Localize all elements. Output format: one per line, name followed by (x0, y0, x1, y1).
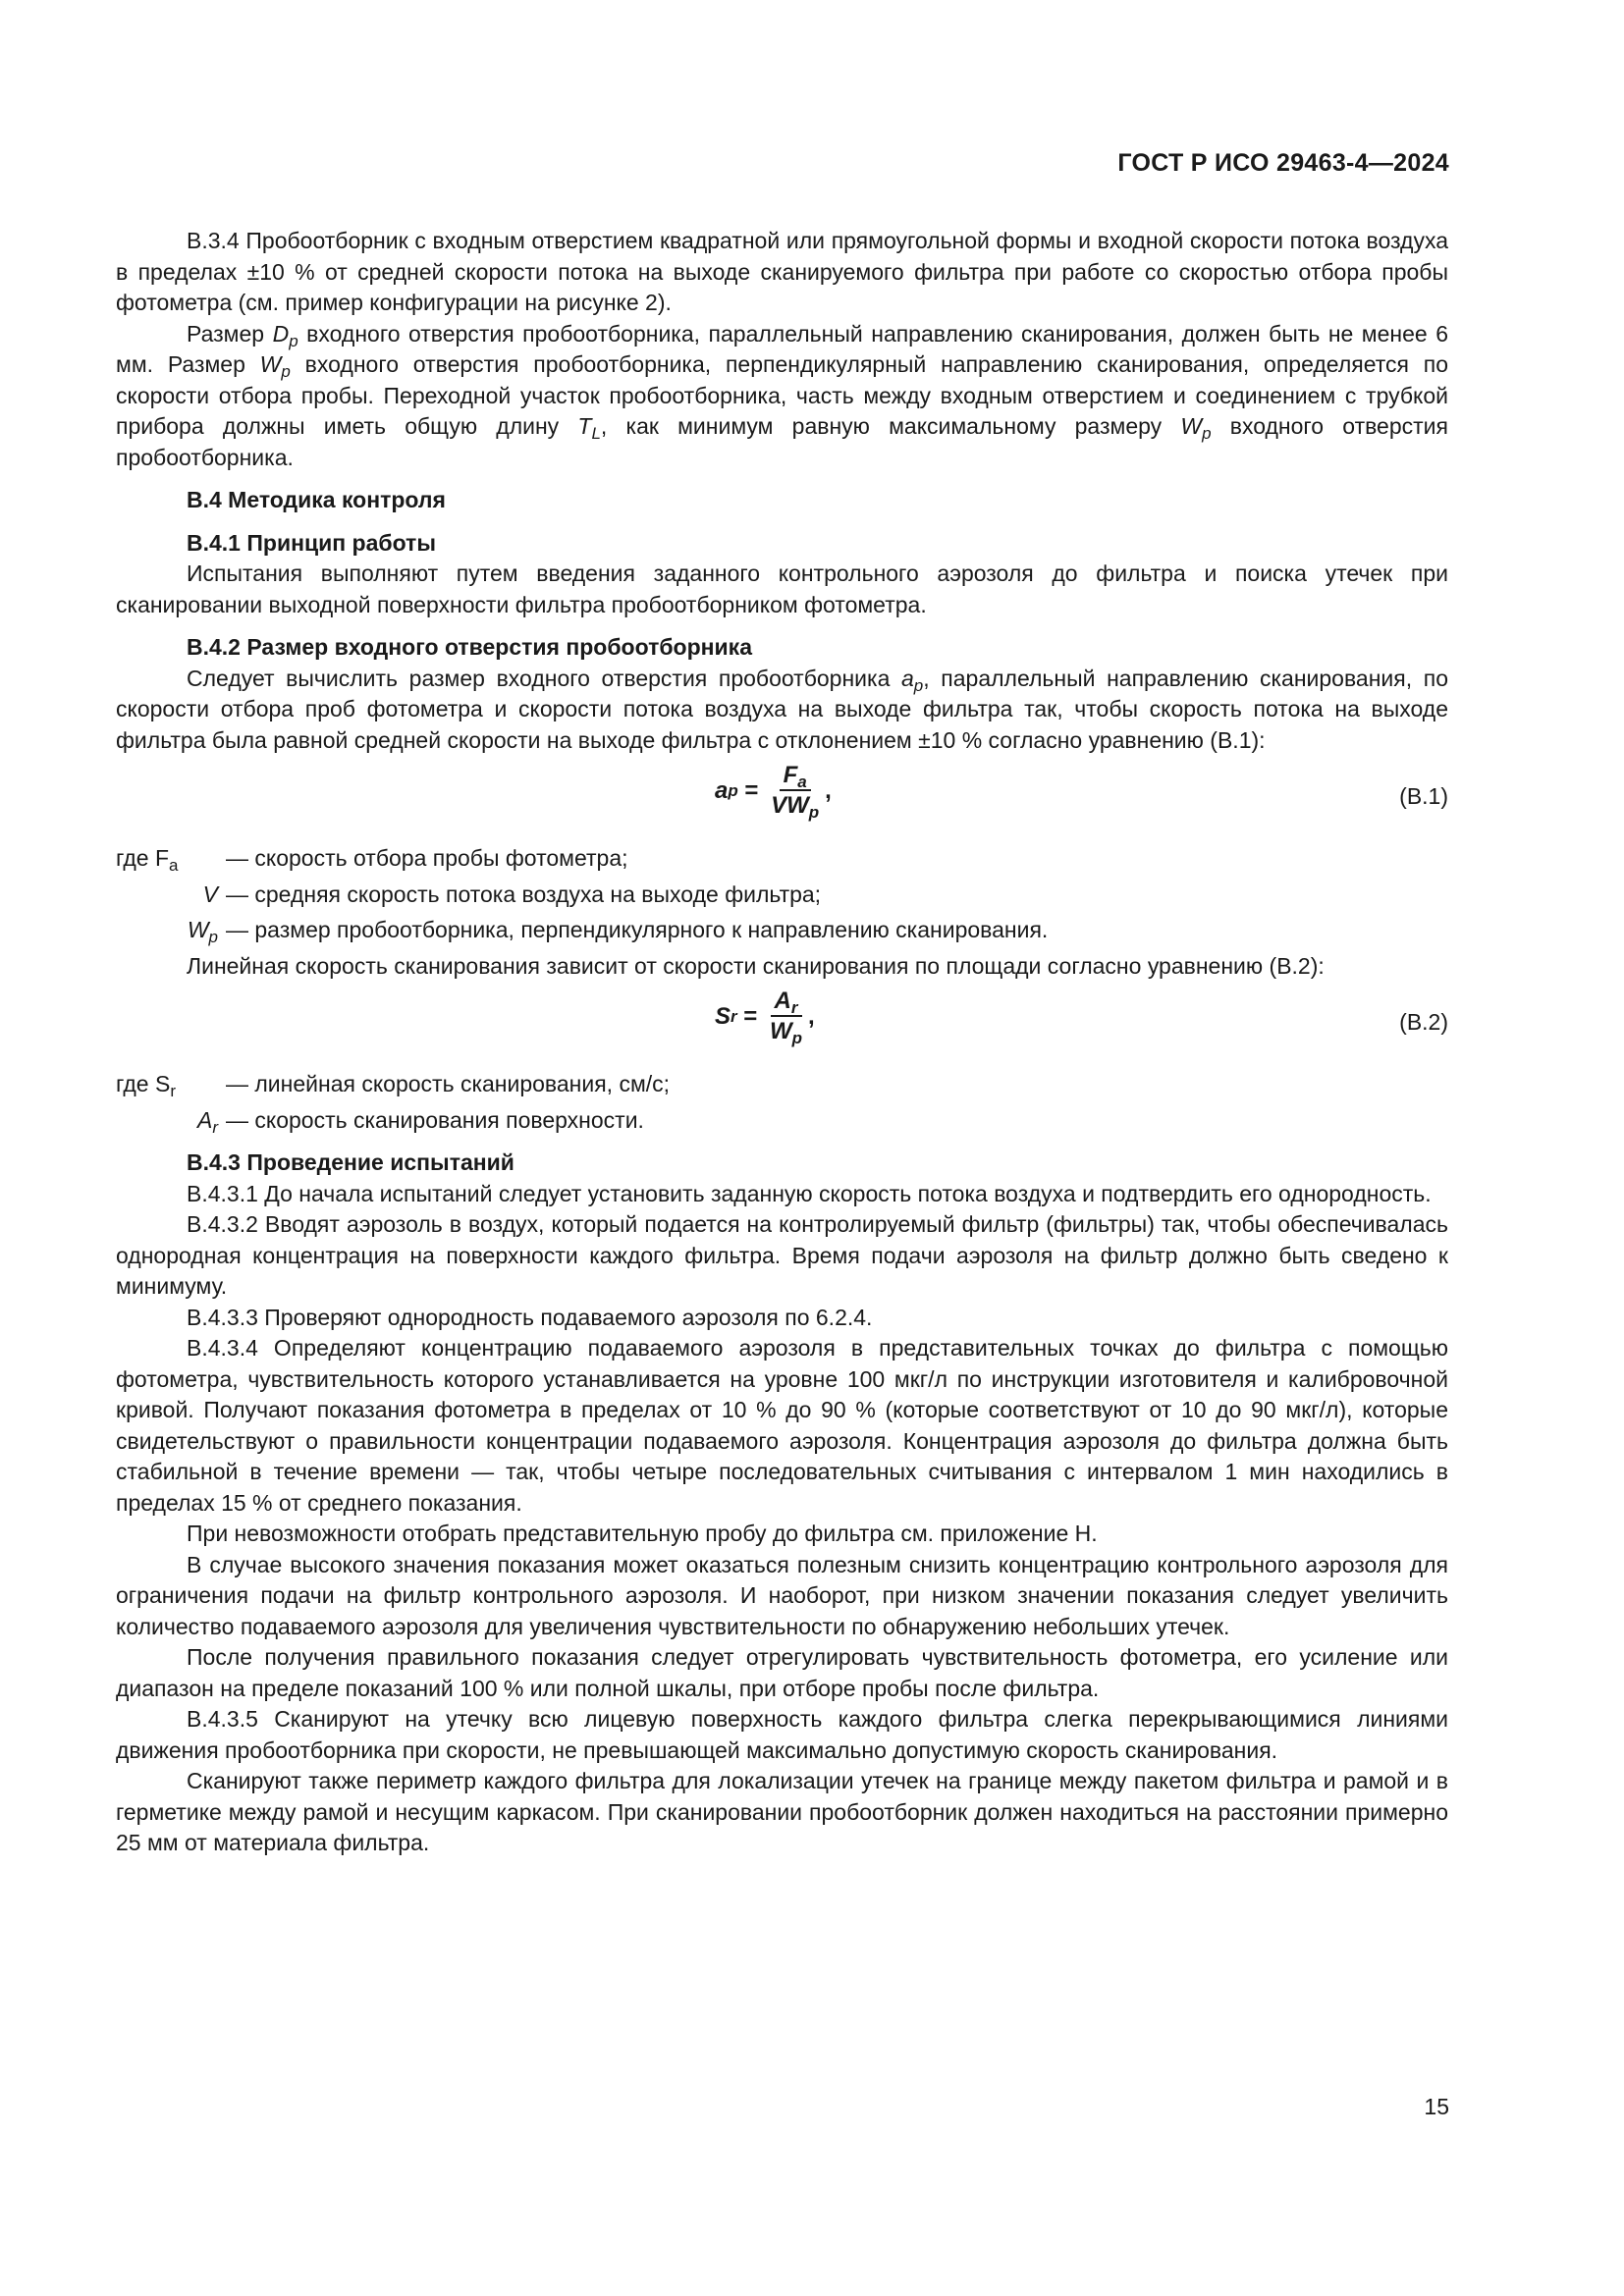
eq2-lhs: S (715, 1003, 731, 1031)
legend-row: V — средняя скорость потока воздуха на выходе фильтра; (202, 881, 822, 907)
eq2-numerator: A (774, 988, 791, 1014)
paragraph-b433: В.4.3.3 Проверяют однородность подаваемого аэрозоля по 6.2.4. (187, 1304, 873, 1330)
eq2-equals: = (736, 1003, 764, 1031)
heading-b42: В.4.2 Размер входного отверстия пробоотборника (187, 634, 752, 660)
eq1-numerator: F (783, 762, 798, 788)
paragraph-b434: В.4.3.4 Определяют концентрацию подаваемого аэрозоля в представительных точках до фильтра с помощью фотометра, чувствительность которого устанавливается на уровне 100 мкг/л по инструкции изготовителя и калибровочной кривой. Получают показания фотометра в пределах от 10 % до 90 % (которые соответствуют от 10 до 90 мкг/л), которые свидетельствуют о правильности концентрации подаваемого аэрозоля. Концентрация аэрозоля до фильтра должна быть стабильной в течение времени — так, чтобы четыре последовательных считывания с интервалом 1 мин находились в пределах 15 % от среднего показания. (116, 1335, 1448, 1516)
paragraph-b42-2: Линейная скорость сканирования зависит от скорости сканирования по площади согласно уравнению (В.2): (187, 952, 1325, 979)
paragraph-b434-high: В случае высокого значения показания может оказаться полезным снизить концентрацию контрольного аэрозоля для ограничения подачи на фильтр контрольного аэрозоля. И наоборот, при низком значении показания следует увеличить количество подаваемого аэрозоля для увеличения чувствительности по обнаружению небольших утечек. (116, 1551, 1448, 1639)
eq2-denominator: W (770, 1018, 792, 1044)
document-code-header: ГОСТ Р ИСО 29463-4—2024 (1117, 149, 1449, 177)
equation-b2: S r = $\frac{A_r}{W_p}$ , (В.2) (715, 988, 1448, 1047)
eq2-fraction: $\frac{A_r}{W_p}$ (770, 988, 803, 1047)
equation-b1: a p = $\frac{F_a}{VW_p}$ , (В.1) (715, 762, 1448, 822)
legend-row: $W_p$ — размер пробоотборника, перпендикулярного к направлению сканирования. (187, 917, 1049, 946)
eq1-fraction: $\frac{F_a}{VW_p}$ (771, 762, 820, 822)
eq1-denominator: VW (771, 792, 809, 819)
heading-b43: В.4.3 Проведение испытаний (187, 1149, 514, 1175)
paragraph-b435: В.4.3.5 Сканируют на утечку всю лицевую поверхность каждого фильтра слегка перекрывающимися линиями движения пробоотборника при скорости, не превышающей максимально допустимую скорость сканирования. (116, 1706, 1448, 1763)
legend-row: $A_r$ — скорость сканирования поверхности. (196, 1106, 644, 1137)
heading-b4: В.4 Методика контроля (187, 487, 446, 512)
eq1-equals: = (737, 777, 766, 805)
paragraph-b434-adjust: После получения правильного показания следует отрегулировать чувствительность фотометра, его усиление или диапазон на пределе показаний 100 % или полной шкалы, при отборе пробы после фильтра. (116, 1644, 1448, 1701)
paragraph-b435-perimeter: Сканируют также периметр каждого фильтра для локализации утечек на границе между пакетом фильтра и рамой и в герметике между рамой и несущим каркасом. При сканировании пробоотборник должен находиться на расстоянии примерно 25 мм от материала фильтра. (116, 1768, 1448, 1855)
paragraph-b34-1: В.3.4 Пробоотборник с входным отверстием квадратной или прямоугольной формы и входной скорости потока воздуха в пределах ±10 % от средней скорости потока на выходе сканируемого фильтра при работе со скоростью отбора пробы фотометра (см. пример конфигурации на рисунке 2). (116, 228, 1448, 315)
paragraph-b34-2: Размер $D_p$ входного отверстия пробоотборника, параллельный направлению сканирования, должен быть не менее 6 мм. Размер $W_p$ входного отверстия пробоотборника, перпендикулярный направлению сканирования, определяется по скорости отбора пробы. Переходной участок пробоотборника, часть между входным отверстием и соединением с трубкой прибора должны иметь общую длину $T_L$, как минимум равную максимальному размеру $W_p$ входного отверстия пробоотборника. (116, 320, 1448, 470)
page-number: 15 (1424, 2094, 1449, 2119)
paragraph-b42-1: Следует вычислить размер входного отверстия пробоотборника $a_p$, параллельный направлению сканирования, по скорости отбора проб фотометра и скорости потока воздуха на выходе фильтра так, чтобы скорость потока на выходе фильтра была равной средней скорости на выходе фильтра с отклонением ±10 % согласно уравнению (В.1): (116, 665, 1448, 753)
equation-number-b1: (В.1) (1399, 783, 1448, 809)
legend-row: где $S_r$ — линейная скорость сканирования, см/с; (116, 1071, 671, 1100)
equation-number-b2: (В.2) (1399, 1009, 1448, 1035)
page-content (116, 226, 1448, 1859)
paragraph-b432: В.4.3.2 Вводят аэрозоль в воздух, который подается на контролируемый фильтр (фильтры) так, чтобы обеспечивалась однородная концентрация на поверхности каждого фильтра. Время подачи аэрозоля на фильтр должно быть сведено к минимуму. (116, 1211, 1448, 1299)
legend-row: где $F_a$ — скорость отбора пробы фотометра; (116, 845, 628, 875)
eq1-lhs: a (715, 777, 729, 805)
paragraph-b434-note: При невозможности отобрать представительную пробу до фильтра см. приложение Н. (187, 1521, 1098, 1546)
paragraph-b41-1: Испытания выполняют путем введения заданного контрольного аэрозоля до фильтра и поиска утечек при сканировании выходной поверхности фильтра пробоотборником фотометра. (116, 561, 1448, 617)
paragraph-b431: В.4.3.1 До начала испытаний следует установить заданную скорость потока воздуха и подтвердить его однородность. (187, 1180, 1432, 1206)
heading-b41: В.4.1 Принцип работы (187, 529, 436, 556)
